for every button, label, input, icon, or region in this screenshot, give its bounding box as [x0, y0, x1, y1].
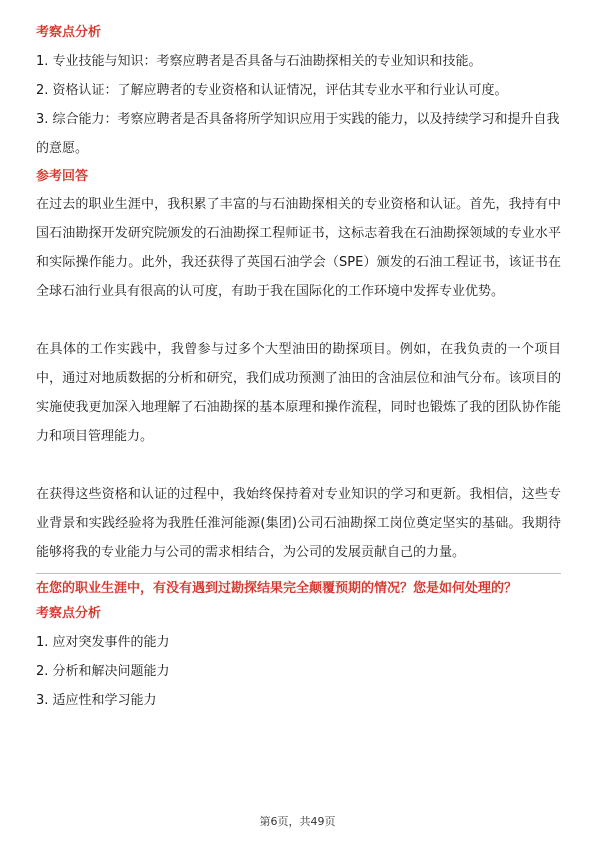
answer-paragraph-2: 在具体的工作实践中，我曾参与过多个大型油田的勘探项目。例如，在我负责的一个项目中，通过对地质数据的分析和研究，我们成功预测了油田的含油层位和油气分布。该项目的实施使我更加深入地理解了石油勘探的基本原理和操作流程，同时也锻炼了我的团队协作能力和项目管理能力。: [36, 342, 561, 444]
answer-paragraph-1: 在过去的职业生涯中，我积累了丰富的与石油勘探相关的专业资格和认证。首先，我持有中国石油勘探开发研究院颁发的石油勘探工程师证书，这标志着我在石油勘探领域的专业水平和实际操作能力。此外，我还获得了英国石油学会（SPE）颁发的石油工程证书，该证书在全球石油行业具有很高的认可度，有助于我在国际化的工作环境中发挥专业优势。: [36, 197, 561, 299]
answer-paragraph-3: 在获得这些资格和认证的过程中，我始终保持着对专业知识的学习和更新。我相信，这些专业背景和实践经验将为我胜任淮河能源(集团)公司石油勘探工岗位奠定坚实的基础。我期待能够将我的专业能力与公司的需求相结合，为公司的发展贡献自己的力量。: [36, 487, 561, 560]
analysis-item-2-2: 2. 分析和解决问题能力: [36, 664, 170, 679]
analysis-item-3: 3. 综合能力：考察应聘者是否具备将所学知识应用于实践的能力，以及持续学习和提升自我的意愿。: [36, 112, 560, 156]
analysis-heading: 考察点分析: [36, 25, 102, 40]
analysis-item-2-1: 1. 应对突发事件的能力: [36, 635, 170, 650]
paragraph-spacer: [36, 306, 561, 335]
page-number: 第6页，共49页: [259, 815, 336, 828]
answer-heading: 参考回答: [36, 169, 89, 184]
section-divider: [36, 573, 561, 574]
question-title: 在您的职业生涯中，有没有遇到过勘探结果完全颠覆预期的情况？您是如何处理的？: [36, 581, 518, 596]
analysis-heading-2: 考察点分析: [36, 606, 102, 621]
analysis-item-2-3: 3. 适应性和学习能力: [36, 693, 157, 708]
analysis-item-2: 2. 资格认证：了解应聘者的专业资格和认证情况，评估其专业水平和行业认可度。: [36, 83, 508, 98]
analysis-item-1: 1. 专业技能与知识：考察应聘者是否具备与石油勘探相关的专业知识和技能。: [36, 54, 482, 69]
document-page: [36, 22, 561, 715]
paragraph-spacer: [36, 451, 561, 480]
